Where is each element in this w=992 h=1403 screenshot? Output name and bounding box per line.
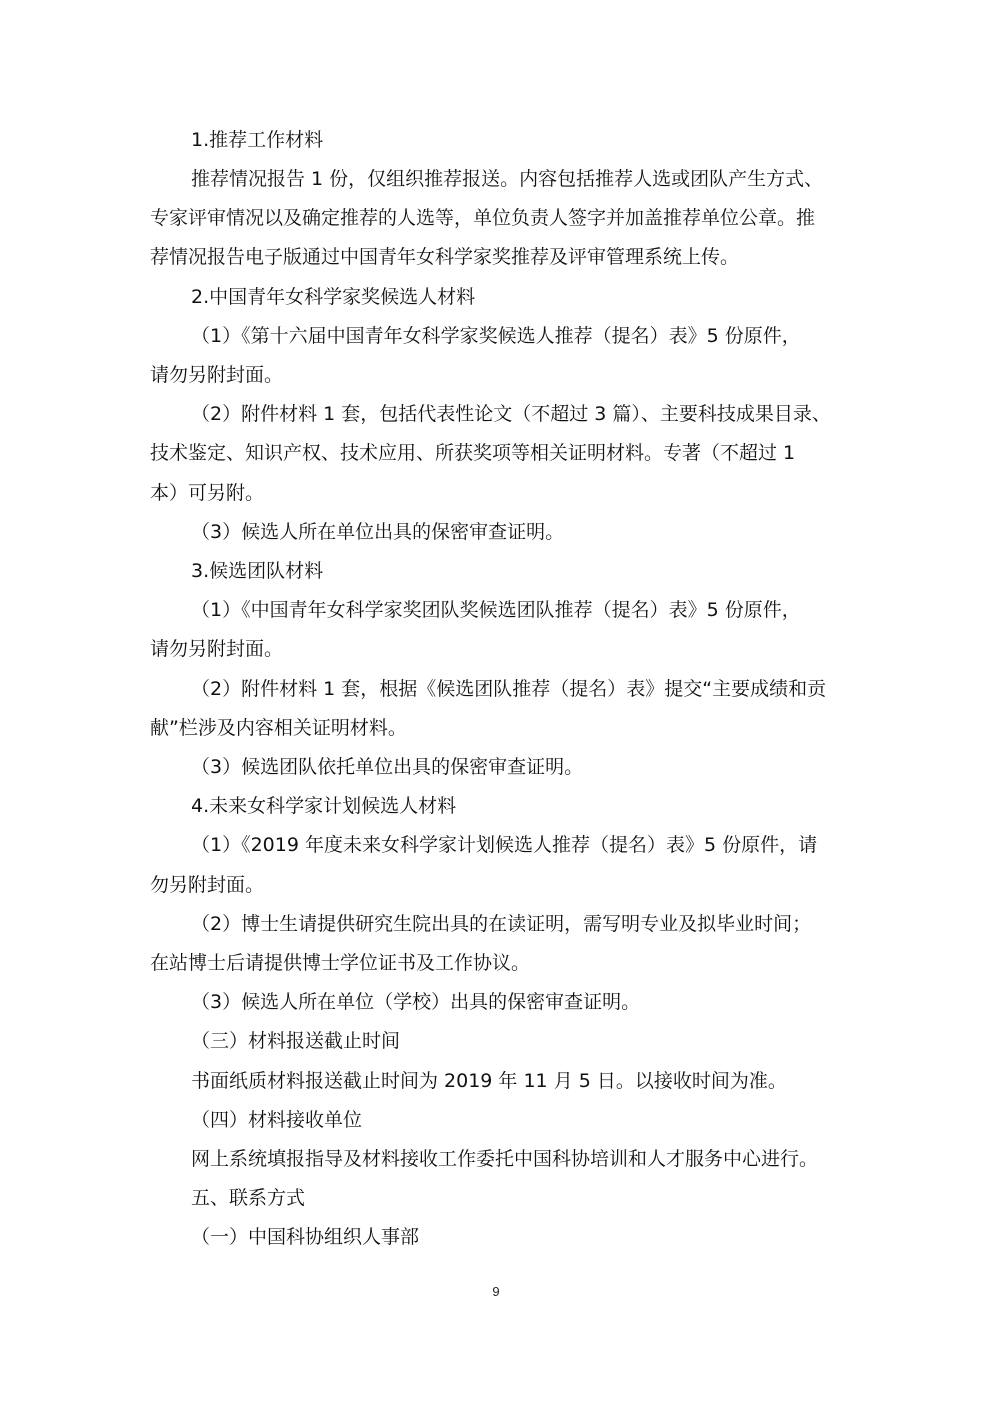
paragraph-line: 在站博士后请提供博士学位证书及工作协议。 — [150, 952, 531, 974]
paragraph-line: （2）附件材料 1 套，根据《候选团队推荐（提名）表》提交“主要成绩和贡 — [191, 678, 827, 700]
paragraph-line: 请勿另附封面。 — [150, 638, 284, 660]
heading-candidate-materials: 2.中国青年女科学家奖候选人材料 — [191, 286, 476, 308]
paragraph-line: 献”栏涉及内容相关证明材料。 — [150, 717, 407, 739]
paragraph-line: （2）博士生请提供研究生院出具的在读证明，需写明专业及拟毕业时间； — [191, 913, 812, 935]
heading-contact: 五、联系方式 — [191, 1187, 306, 1209]
paragraph-line: （1）《中国青年女科学家奖团队奖候选团队推荐（提名）表》5 份原件， — [191, 599, 801, 621]
paragraph-line: 请勿另附封面。 — [150, 364, 284, 386]
paragraph-line: 推荐情况报告 1 份，仅组织推荐报送。内容包括推荐人选或团队产生方式、 — [191, 168, 824, 190]
paragraph-line: 专家评审情况以及确定推荐的人选等，单位负责人签字并加盖推荐单位公章。推 — [150, 207, 816, 229]
paragraph-line: 本）可另附。 — [150, 482, 265, 504]
heading-team-materials: 3.候选团队材料 — [191, 560, 324, 582]
paragraph-line: 勿另附封面。 — [150, 874, 265, 896]
heading-future-scientist-materials: 4.未来女科学家计划候选人材料 — [191, 795, 457, 817]
heading-recommendation-materials: 1.推荐工作材料 — [191, 129, 324, 151]
heading-personnel-dept: （一）中国科协组织人事部 — [191, 1226, 420, 1248]
paragraph-line: 书面纸质材料报送截止时间为 2019 年 11 月 5 日。以接收时间为准。 — [191, 1070, 787, 1092]
paragraph-line: （1）《2019 年度未来女科学家计划候选人推荐（提名）表》5 份原件，请 — [191, 834, 818, 856]
paragraph-line: （3）候选团队依托单位出具的保密审查证明。 — [191, 756, 584, 778]
page-number: 9 — [492, 1284, 500, 1299]
paragraph-line: （3）候选人所在单位出具的保密审查证明。 — [191, 521, 565, 543]
paragraph-line: 网上系统填报指导及材料接收工作委托中国科协培训和人才服务中心进行。 — [191, 1148, 819, 1170]
heading-receiving-unit: （四）材料接收单位 — [191, 1109, 363, 1131]
paragraph-line: （3）候选人所在单位（学校）出具的保密审查证明。 — [191, 991, 641, 1013]
paragraph-line: 技术鉴定、知识产权、技术应用、所获奖项等相关证明材料。专著（不超过 1 — [150, 442, 796, 464]
heading-deadline: （三）材料报送截止时间 — [191, 1030, 401, 1052]
paragraph-line: （1）《第十六届中国青年女科学家奖候选人推荐（提名）表》5 份原件， — [191, 325, 801, 347]
paragraph-line: （2）附件材料 1 套，包括代表性论文（不超过 3 篇）、主要科技成果目录、 — [191, 403, 831, 425]
paragraph-line: 荐情况报告电子版通过中国青年女科学家奖推荐及评审管理系统上传。 — [150, 246, 740, 268]
